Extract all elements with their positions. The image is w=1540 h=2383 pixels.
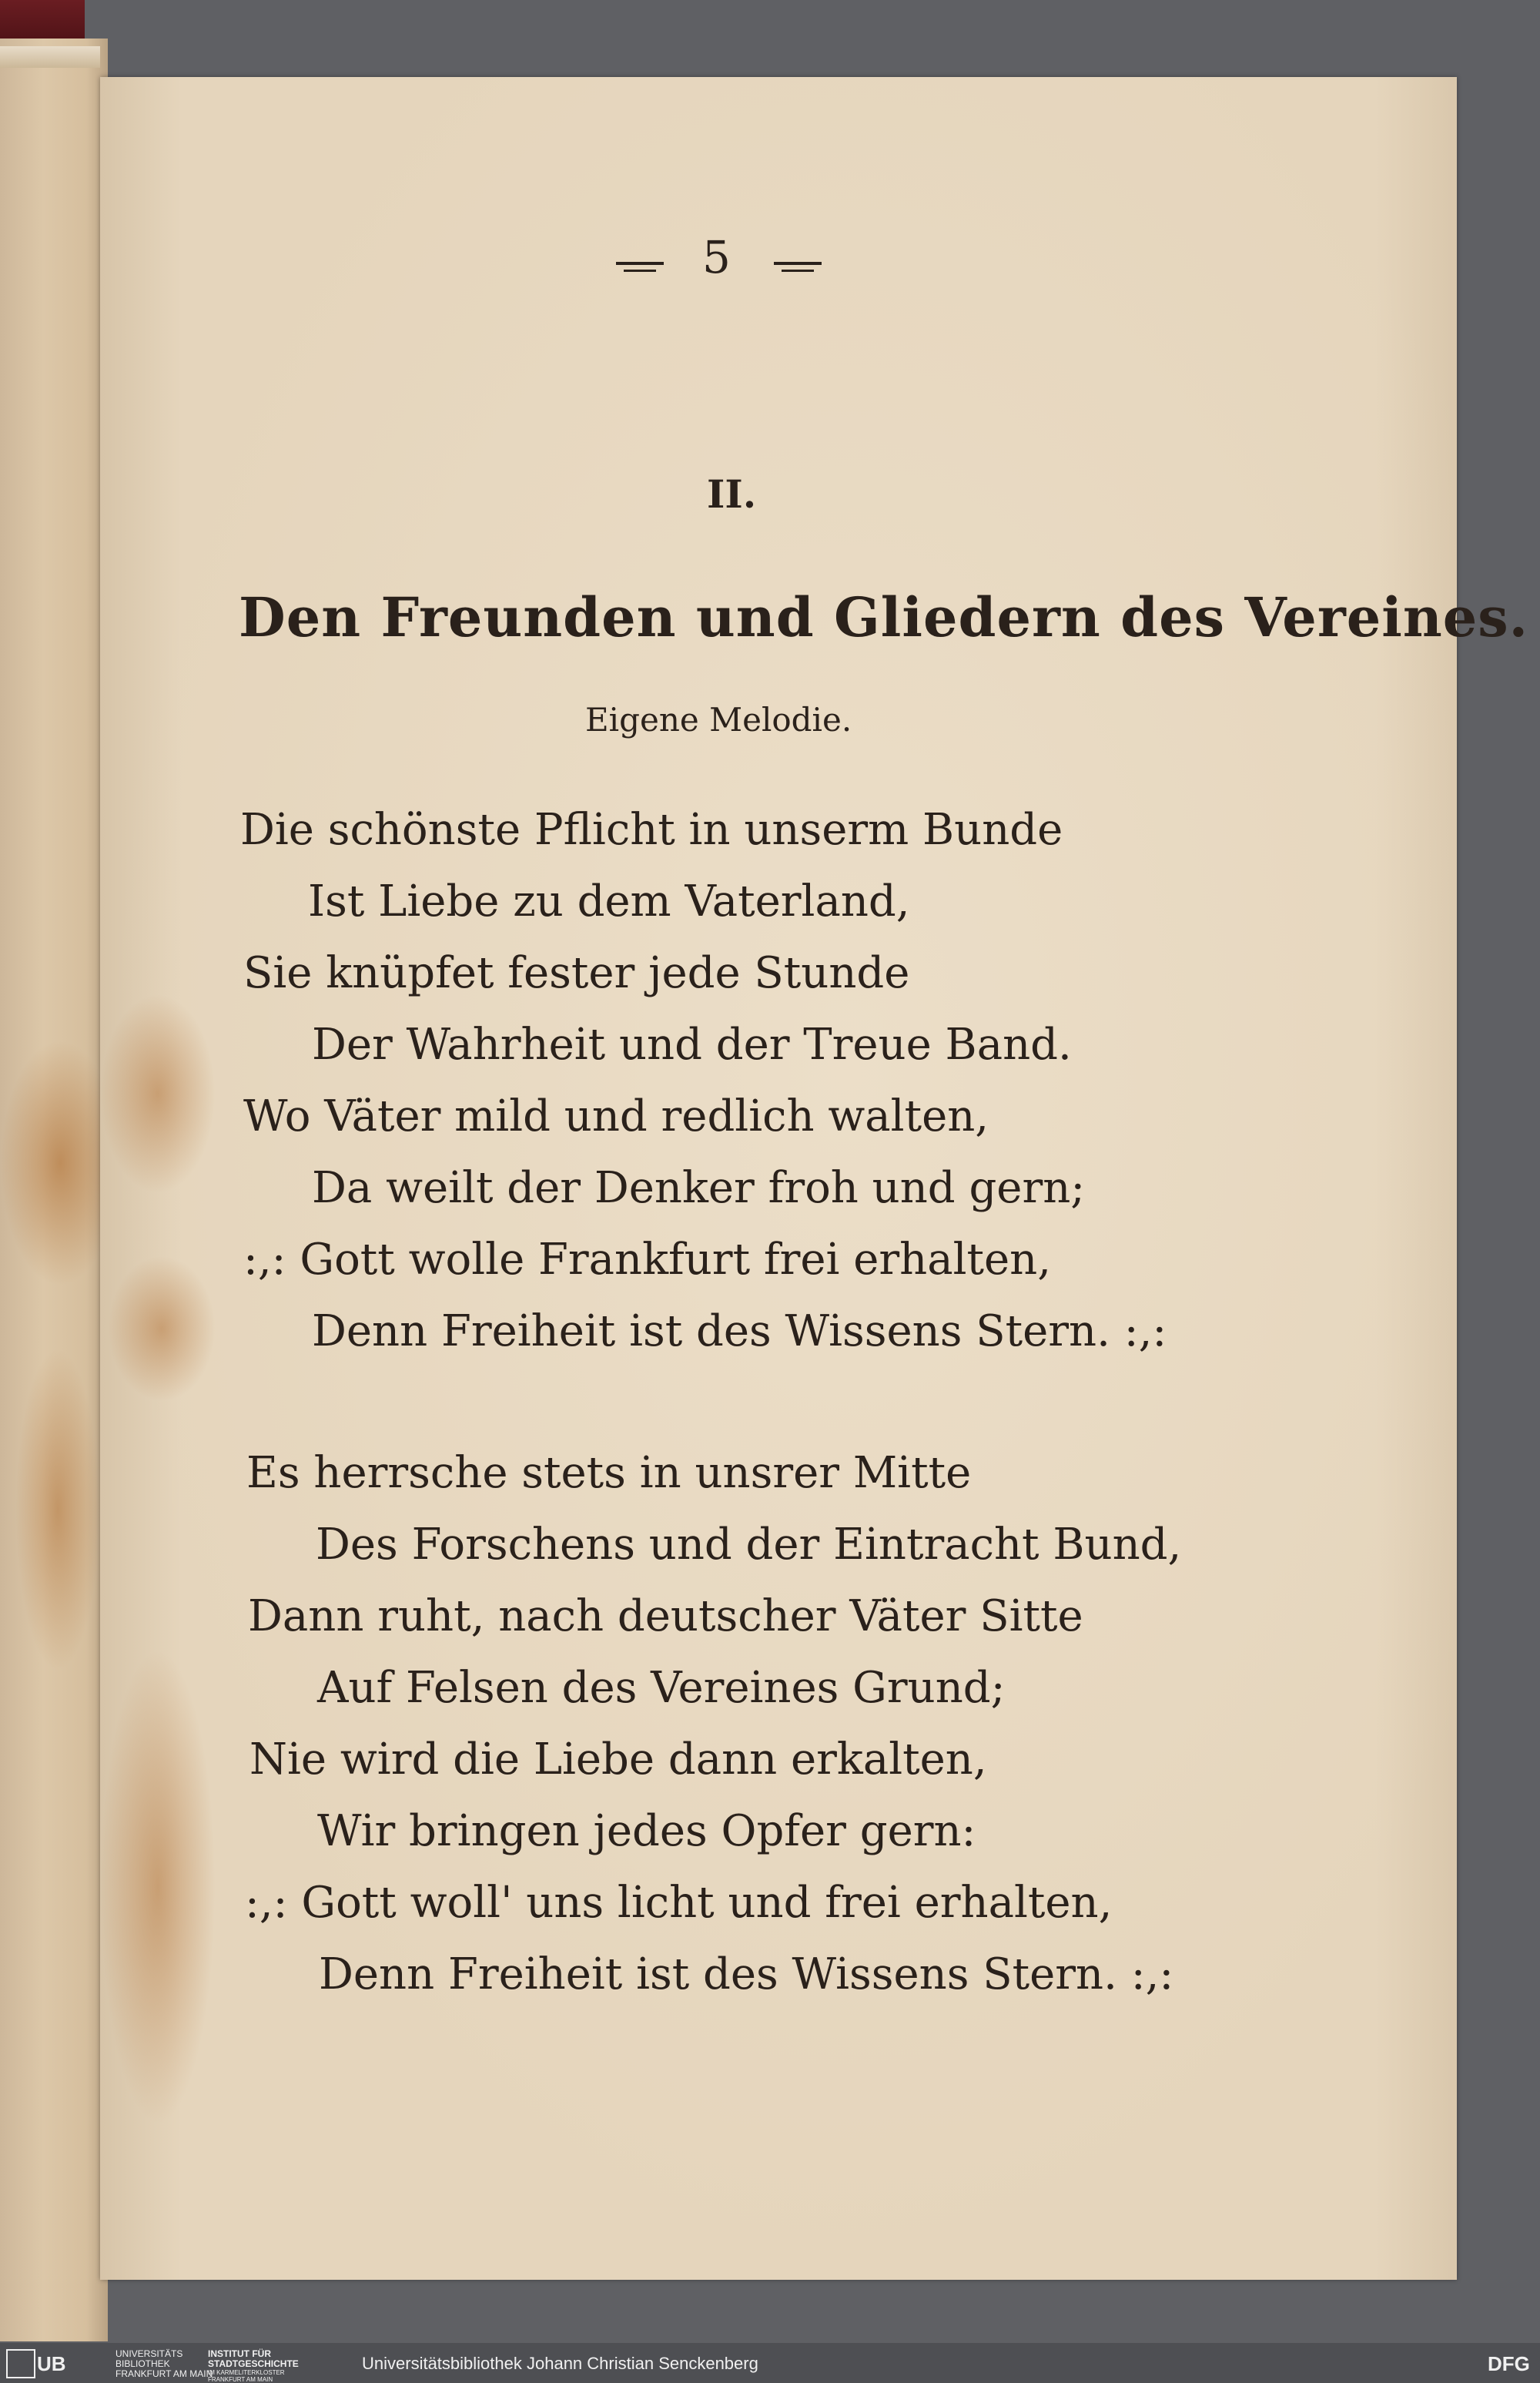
ub-logo: UB <box>37 2352 66 2375</box>
page-number-ornament <box>774 262 822 265</box>
verse-line: Ist Liebe zu dem Vaterland, <box>308 876 910 927</box>
verse-line: Wo Väter mild und redlich walten, <box>243 1091 989 1141</box>
water-stain <box>108 1255 216 1402</box>
verse-line: Des Forschens und der Eintracht Bund, <box>316 1520 1182 1570</box>
ub-logo-icon <box>6 2349 35 2378</box>
left-page-edge <box>0 39 108 2341</box>
verse-line: Auf Felsen des Vereines Grund; <box>317 1663 1006 1713</box>
verse-line: Sie knüpfet fester jede Stunde <box>243 948 910 998</box>
verse-line: :,: Gott woll' uns licht und frei erhalten, <box>245 1878 1113 1928</box>
water-stain <box>15 1348 100 1671</box>
water-stain <box>0 1040 100 1286</box>
verse-line: Denn Freiheit ist des Wissens Stern. :,: <box>319 1949 1174 1999</box>
water-stain <box>100 1648 216 2126</box>
ub-logo-text: UNIVERSITÄTS BIBLIOTHEK FRANKFURT AM MAIN <box>116 2348 213 2379</box>
verse-line: Da weilt der Denker froh und gern; <box>312 1163 1086 1213</box>
verse-line: Wir bringen jedes Opfer gern: <box>317 1806 976 1856</box>
section-numeral: II. <box>707 471 757 517</box>
poem-title: Den Freunden und Gliedern des Vereines. <box>239 585 1529 649</box>
verse-line: Der Wahrheit und der Treue Band. <box>312 1020 1072 1070</box>
verse-line: Denn Freiheit ist des Wissens Stern. :,: <box>312 1306 1167 1356</box>
book-edge <box>0 46 100 68</box>
poem-subtitle: Eigene Melodie. <box>585 701 852 739</box>
water-stain <box>100 994 216 1194</box>
verse-line: :,: Gott wolle Frankfurt frei erhalten, <box>243 1235 1052 1285</box>
verse-line: Es herrsche stets in unsrer Mitte <box>246 1448 972 1498</box>
library-name: Universitätsbibliothek Johann Christian Senckenberg <box>362 2354 758 2373</box>
dfg-logo: DFG <box>1488 2352 1530 2375</box>
page-number: 5 <box>702 231 731 283</box>
institute-logo-text: INSTITUT FÜR STADTGESCHICHTE IM KARMELITERKLOSTER FRANKFURT AM MAIN <box>208 2348 299 2383</box>
page-number-ornament <box>616 262 664 265</box>
verse-line: Nie wird die Liebe dann erkalten, <box>249 1734 987 1785</box>
verse-line: Dann ruht, nach deutscher Väter Sitte <box>248 1591 1083 1641</box>
verse-line: Die schönste Pflicht in unserm Bunde <box>240 805 1063 855</box>
